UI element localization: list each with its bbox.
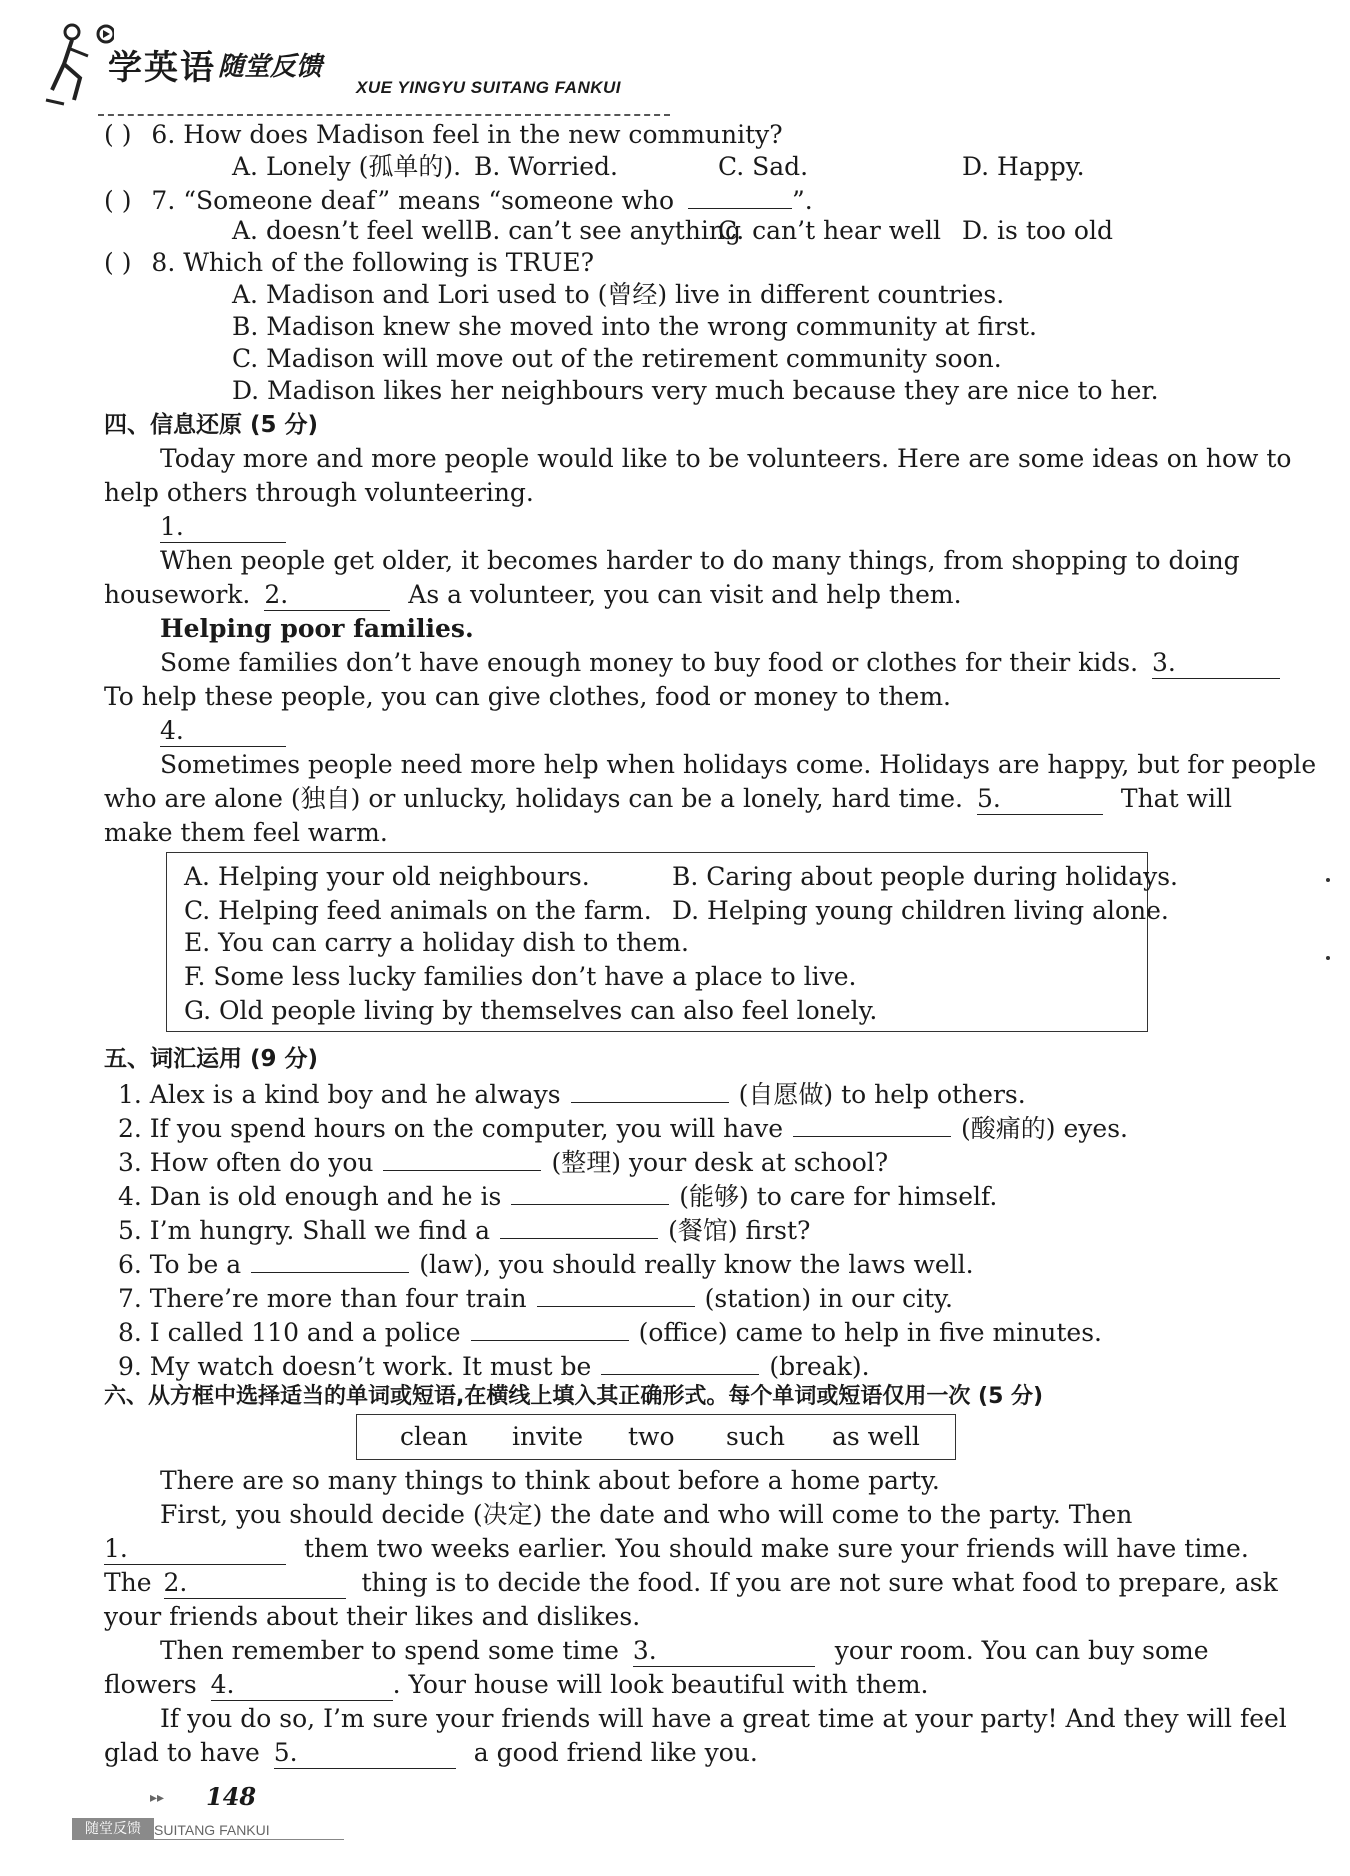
header-subtitle: 随堂反馈 <box>218 52 323 82</box>
answer-paren[interactable]: ( ) <box>104 120 132 149</box>
s4-p3-line2: who are alone (独自) or unlucky, holidays can be a lonely, hard time. 5. That will <box>104 784 1232 813</box>
s6-blank-3[interactable]: 3. <box>633 1636 815 1667</box>
s4-p2-line1: Some families don’t have enough money to buy food or clothes for their kids. 3. <box>160 648 1280 679</box>
s4-option-g: G. Old people living by themselves can also feel lonely. <box>184 996 878 1025</box>
s4-option-b: B. Caring about people during holidays. <box>672 862 1178 891</box>
s6-line2: First, you should decide (决定) the date and who will come to the party. Then <box>160 1500 1133 1529</box>
s6-line7: flowers 4. . Your house will look beautiful with them. <box>104 1670 929 1699</box>
s4-option-e: E. You can carry a holiday dish to them. <box>184 928 689 957</box>
mc-q8-opt-b: B. Madison knew she moved into the wrong community at first. <box>232 312 1037 341</box>
footer-tag-english: SUITANG FANKUI <box>154 1822 270 1838</box>
s5-item-1: 1. Alex is a kind boy and he always (自愿做) to help others. <box>118 1080 1026 1109</box>
section6-heading: 六、从方框中选择适当的单词或短语,在横线上填入其正确形式。每个单词或短语仅用一次 (5 分) <box>104 1384 1044 1409</box>
mc-q6 <box>104 120 783 150</box>
s6-blank-4[interactable]: 4. <box>211 1670 393 1701</box>
s6-blank-2[interactable]: 2. <box>164 1568 346 1599</box>
s4-option-f: F. Some less lucky families don’t have a place to live. <box>184 962 857 991</box>
page-header <box>40 16 640 106</box>
s4-option-a: A. Helping your old neighbours. <box>184 862 590 891</box>
section5-heading: 五、词汇运用 (9 分) <box>104 1046 319 1072</box>
word-two: two <box>628 1422 675 1451</box>
s6-line5: your friends about their likes and dislikes. <box>104 1602 641 1631</box>
s5-item-7: 7. There’re more than four train (station) in our city. <box>118 1284 953 1313</box>
header-dashed-rule <box>98 114 670 116</box>
s4-intro-line2: help others through volunteering. <box>104 478 534 507</box>
section4-heading: 四、信息还原 (5 分) <box>104 412 319 438</box>
word-such: such <box>726 1422 786 1451</box>
answer-blank[interactable] <box>601 1350 759 1375</box>
s5-item-4: 4. Dan is old enough and he is (能够) to care for himself. <box>118 1182 998 1211</box>
mc-q8 <box>104 248 594 278</box>
s5-item-6: 6. To be a (law), you should really know the laws well. <box>118 1250 974 1279</box>
answer-paren[interactable]: ( ) <box>104 248 132 277</box>
s4-option-c: C. Helping feed animals on the farm. <box>184 896 652 925</box>
footer-tag <box>72 1818 272 1840</box>
s4-p3-line1: Sometimes people need more help when holidays come. Holidays are happy, but for people <box>160 750 1317 779</box>
s6-line9: glad to have 5. a good friend like you. <box>104 1738 758 1767</box>
answer-blank[interactable] <box>383 1146 541 1171</box>
mc-q6-opt-a: A. Lonely (孤单的). <box>232 152 462 181</box>
question-text: 8. Which of the following is TRUE? <box>151 248 594 277</box>
margin-dot <box>1326 956 1330 960</box>
page-number: 148 <box>206 1782 257 1811</box>
s6-line8: If you do so, I’m sure your friends will have a great time at your party! And they will feel <box>160 1704 1287 1733</box>
footer-rule <box>154 1839 344 1840</box>
s6-blank-1[interactable]: 1. <box>104 1534 286 1565</box>
word-clean: clean <box>400 1422 468 1451</box>
s4-p1-line1: When people get older, it becomes harder to do many things, from shopping to doing <box>160 546 1240 575</box>
word-as-well: as well <box>832 1422 920 1451</box>
s5-item-2: 2. If you spend hours on the computer, you will have (酸痛的) eyes. <box>118 1114 1128 1143</box>
mc-q6-opt-b: B. Worried. <box>474 152 618 181</box>
answer-blank[interactable] <box>511 1180 669 1205</box>
s6-line6: Then remember to spend some time 3. your room. You can buy some <box>160 1636 1209 1665</box>
s6-blank-5[interactable]: 5. <box>274 1738 456 1769</box>
s4-option-d: D. Helping young children living alone. <box>672 896 1169 925</box>
footer-tag-label: 随堂反馈 <box>72 1818 154 1840</box>
mc-q8-opt-d: D. Madison likes her neighbours very much because they are nice to her. <box>232 376 1159 405</box>
mc-q6-opt-d: D. Happy. <box>962 152 1085 181</box>
s4-p2-line2: To help these people, you can give clothes, food or money to them. <box>104 682 951 711</box>
mc-q7-opt-a: A. doesn’t feel well <box>232 216 474 245</box>
answer-blank[interactable] <box>688 184 792 209</box>
s4-subheading: Helping poor families. <box>160 614 474 643</box>
s4-blank-4[interactable]: 4. <box>160 716 286 747</box>
header-english: XUE YINGYU SUITANG FANKUI <box>356 78 622 97</box>
s6-line1: There are so many things to think about before a home party. <box>160 1466 940 1495</box>
mc-q7-opt-d: D. is too old <box>962 216 1113 245</box>
answer-paren[interactable]: ( ) <box>104 186 132 215</box>
s5-item-8: 8. I called 110 and a police (office) came to help in five minutes. <box>118 1318 1103 1347</box>
answer-blank[interactable] <box>537 1282 695 1307</box>
answer-blank[interactable] <box>500 1214 658 1239</box>
answer-blank[interactable] <box>251 1248 409 1273</box>
s5-item-3: 3. How often do you (整理) your desk at school? <box>118 1148 889 1177</box>
s4-p3-line3: make them feel warm. <box>104 818 388 847</box>
mc-q7 <box>104 184 813 216</box>
double-arrow-icon: ▸▸ <box>150 1790 165 1806</box>
mc-q7-opt-b: B. can’t see anything <box>474 216 741 245</box>
question-text: 6. How does Madison feel in the new community? <box>151 120 783 149</box>
question-text: 7. “Someone deaf” means “someone who <box>151 186 674 215</box>
s5-item-9: 9. My watch doesn’t work. It must be (break). <box>118 1352 870 1381</box>
runner-logo-icon <box>44 20 114 110</box>
mc-q7-opt-c: C. can’t hear well <box>718 216 941 245</box>
s4-blank-2[interactable]: 2. <box>264 580 390 611</box>
answer-blank[interactable] <box>471 1316 629 1341</box>
s5-item-5: 5. I’m hungry. Shall we find a (餐馆) first? <box>118 1216 811 1245</box>
header-title: 学英语 <box>108 48 216 88</box>
mc-q8-opt-c: C. Madison will move out of the retirement community soon. <box>232 344 1002 373</box>
s4-p1-line2: housework. 2. As a volunteer, you can visit and help them. <box>104 580 962 609</box>
answer-blank[interactable] <box>571 1078 729 1103</box>
s4-blank-1[interactable]: 1. <box>160 512 286 543</box>
margin-dot <box>1326 878 1330 882</box>
s6-line3: 1. them two weeks earlier. You should make sure your friends will have time. <box>104 1534 1249 1563</box>
answer-blank[interactable] <box>793 1112 951 1137</box>
s4-intro-line1: Today more and more people would like to be volunteers. Here are some ideas on how to <box>160 444 1292 473</box>
question-end: ”. <box>791 186 813 215</box>
s6-line4: The 2. thing is to decide the food. If you are not sure what food to prepare, ask <box>104 1568 1278 1597</box>
s4-blank-3[interactable]: 3. <box>1152 648 1280 679</box>
mc-q6-opt-c: C. Sad. <box>718 152 809 181</box>
s4-blank-5[interactable]: 5. <box>977 784 1103 815</box>
mc-q8-opt-a: A. Madison and Lori used to (曾经) live in different countries. <box>232 280 1005 309</box>
word-invite: invite <box>512 1422 584 1451</box>
